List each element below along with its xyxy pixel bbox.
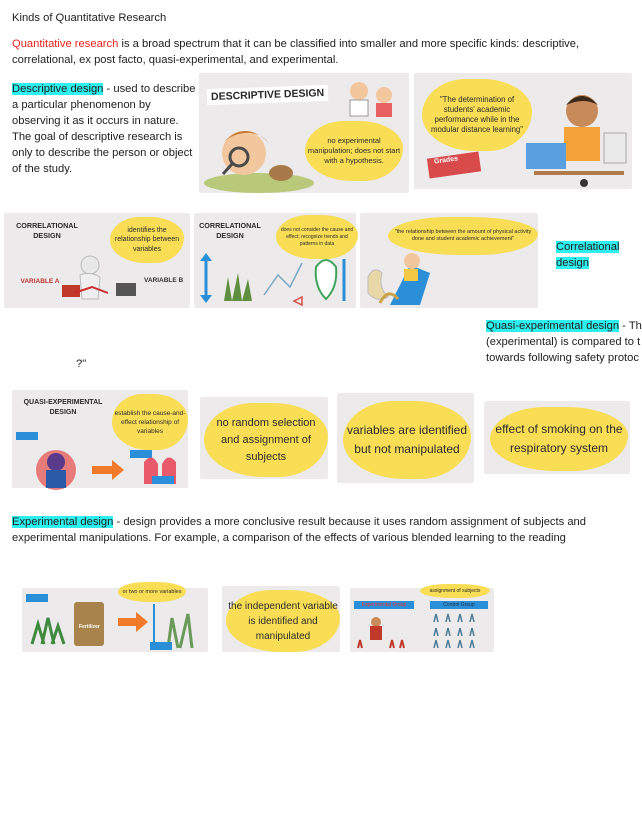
descriptive-paragraph (12, 81, 200, 177)
descriptive-slide-1 (199, 73, 409, 193)
control-group-label: Control Group (430, 601, 488, 609)
experimental-slide-2-note: the independent variable is identified and manipulated (226, 590, 340, 652)
quasi-slide-4-note: effect of smoking on the respiratory system (490, 407, 628, 471)
correlational-slide-note: identifies the relationship between variables (110, 217, 184, 263)
quasi-slide-note: establish the cause-and-effect relationship of variables (112, 394, 188, 450)
variable-a-label: VARIABLE A (20, 278, 60, 285)
fertilizer-plants-illustration (22, 588, 208, 652)
intro-text: is a broad spectrum that it can be classified into smaller and more specific kinds: descriptive, correlational, ex post facto, quasi-experimental, and experimental. (12, 38, 580, 66)
descriptive-text: - used to describe a particular phenomenon by observing it as it occurs in nature. The goal of descriptive research is only to describe the person or object of the study. (12, 83, 196, 175)
experimental-group-label: Experimental Group (354, 601, 414, 609)
two-figures-laptops-illustration (4, 213, 190, 308)
descriptive-slide-title: DESCRIPTIVE DESIGN (207, 85, 329, 105)
correlational-label (556, 239, 620, 271)
quasi-slide-1 (12, 390, 188, 488)
variable-b-label: VARIABLE B (144, 277, 184, 284)
fertilizer-label: Fertilizer (79, 624, 100, 630)
grades-sign: Grades (433, 155, 459, 166)
quasi-text-line-3: towards following safety protoc (486, 352, 639, 364)
correlational-slide-1 (4, 213, 190, 308)
experimental-slide-2 (222, 586, 340, 652)
quasi-text-line-1: - Th (619, 320, 642, 332)
trend-chart-illustration (194, 213, 356, 308)
correlational-slide-3-note: "the relationship between the amount of physical activity done and student academic achievement" (388, 217, 538, 255)
correlational-slide-3 (360, 213, 538, 308)
experimental-slide-3-top: assignment of subjects (420, 584, 490, 598)
smoker-lungs-illustration (12, 390, 188, 488)
descriptive-term: Descriptive design (12, 83, 104, 95)
intro-paragraph (12, 36, 612, 68)
correlational-slide-2 (194, 213, 356, 308)
descriptive-slide-note: no experimental manipulation; does not start with a hypothesis. (305, 121, 403, 181)
experimental-paragraph (12, 514, 628, 546)
intro-lead-term: Quantitative research (12, 38, 119, 50)
descriptive-slide-2-note: "The determination of students' academic performance while in the modular distance learning" (422, 79, 532, 151)
quasi-slide-4 (484, 401, 630, 474)
experimental-slide-3 (350, 588, 494, 652)
child-slide-illustration (360, 213, 538, 308)
correlational-term: Correlational design (556, 241, 620, 269)
quasi-text-line-2: (experimental) is compared to t (486, 336, 641, 348)
experimental-text: - design provides a more conclusive result because it uses random assignment of subjects and experimental manipulations. For example, a comparison of the effects of various blended learning to the reading (12, 516, 586, 544)
experimental-term: Experimental design (12, 516, 114, 528)
student-laptop-illustration (414, 73, 632, 189)
quasi-slide-2-note: no random selection and assignment of subjects (204, 403, 328, 477)
document-title: Kinds of Quantitative Research (12, 12, 167, 24)
groups-plants-illustration (350, 588, 494, 652)
descriptive-slide-2 (414, 73, 632, 189)
quasi-slide-2 (200, 397, 328, 479)
quasi-slide-3 (337, 393, 474, 483)
experimental-slide-1-top: or two or more variables (118, 582, 186, 602)
quasi-slide-3-note: variables are identified but not manipulated (343, 401, 471, 479)
correlational-slide-title: CORRELATIONAL DESIGN (16, 221, 78, 240)
correlational-slide-2-title: CORRELATIONAL DESIGN (199, 221, 261, 240)
quasi-term: Quasi-experimental design (486, 320, 620, 332)
quasi-slide-title: QUASI-EXPERIMENTAL DESIGN (23, 399, 103, 416)
quasi-paragraph (486, 318, 642, 366)
stray-quote: ?" (76, 358, 87, 370)
experimental-slide-1 (22, 588, 208, 652)
correlational-slide-2-note: does not consider the cause and effect; recognize trends and patterns in data (276, 215, 358, 259)
